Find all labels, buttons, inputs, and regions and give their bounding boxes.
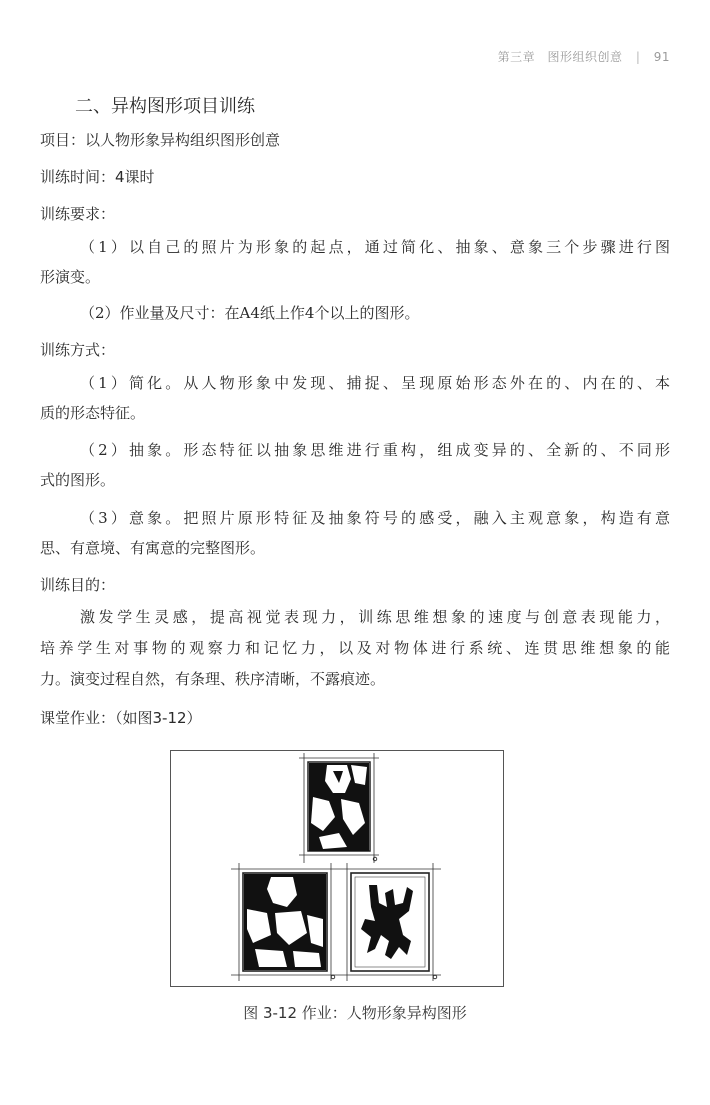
requirement-1-line2: 形演变。 xyxy=(40,268,101,286)
method-1-line2: 质的形态特征。 xyxy=(40,404,146,422)
method-1-line1: （1）简化。从人物形象中发现、捕捉、呈现原始形态外在的、内在的、本 xyxy=(80,374,670,392)
requirement-2: （2）作业量及尺寸：在A4纸上作4个以上的图形。 xyxy=(80,304,420,322)
method-3-line2: 思、有意境、有寓意的完整图形。 xyxy=(40,539,266,557)
time-line: 训练时间：4课时 xyxy=(40,168,155,186)
running-header xyxy=(498,48,670,65)
figure-panel-abstract xyxy=(231,863,341,981)
requirements-label: 训练要求： xyxy=(40,205,116,223)
goals-line2: 培养学生对事物的观察力和记忆力，以及对物体进行系统、连贯思维想象的能 xyxy=(40,639,670,657)
page-number: 91 xyxy=(653,50,670,64)
method-2-line2: 式的图形。 xyxy=(40,471,116,489)
figure-panel-imagery xyxy=(341,863,441,981)
project-line: 项目：以人物形象异构组织图形创意 xyxy=(40,131,281,149)
chapter-label: 第三章 xyxy=(497,50,536,64)
requirement-1-line1: （1）以自己的照片为形象的起点，通过简化、抽象、意象三个步骤进行图 xyxy=(80,238,670,256)
section-heading: 二、异构图形项目训练 xyxy=(75,96,255,117)
header-separator: | xyxy=(635,50,641,64)
figure-panel-simplified xyxy=(299,753,379,863)
chapter-title: 图形组织创意 xyxy=(547,50,623,64)
method-2-line1: （2）抽象。形态特征以抽象思维进行重构，组成变异的、全新的、不同形 xyxy=(80,441,670,459)
methods-label: 训练方式： xyxy=(40,341,116,359)
method-3-line1: （3）意象。把照片原形特征及抽象符号的感受，融入主观意象，构造有意 xyxy=(80,509,670,527)
homework-label: 课堂作业：（如图3-12） xyxy=(40,709,202,727)
figure-caption: 图 3-12 作业：人物形象异构图形 xyxy=(243,1004,467,1022)
goals-line3: 力。演变过程自然，有条理、秩序清晰，不露痕迹。 xyxy=(40,670,386,688)
goals-label: 训练目的： xyxy=(40,576,116,594)
figure-3-12 xyxy=(170,750,504,987)
goals-line1: 激发学生灵感，提高视觉表现力，训练思维想象的速度与创意表现能力， xyxy=(80,608,670,626)
